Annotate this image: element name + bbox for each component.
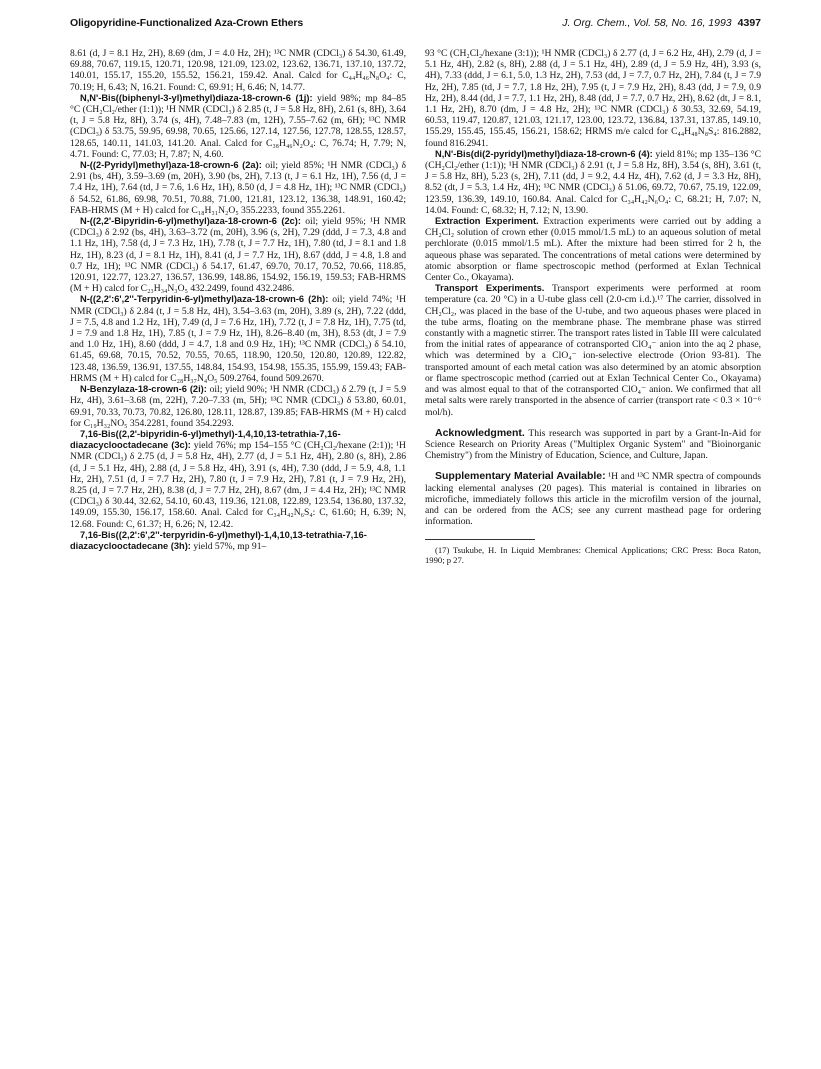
page-number: 4397: [737, 17, 761, 29]
paragraph-text: yield 98%; mp 84–85 °C (CH₂Cl₂/ether (1:1)); ¹H NMR (CDCl₃) δ 2.85 (t, J = 5.8 Hz, 8H), 2.61 (s, 8H), 3.64 (t, J = 5.8 Hz, 8H), 3.74 (s, 4H), 7.48–7.83 (m, 12H), 7.55–7.62 (m, 6H); ¹³C NMR (CDCl₃) δ 53.75, 59.95, 69.98, 70.65, 125.66, 127.14, 127.56, 127.78, 128.55, 128.57, 128.65, 140.11, 141.03, 141.20. Anal. Calcd for C₃₈H₄₆N₂O₄: C, 76.74; H, 7.79; N, 4.71. Found: C, 77.03; H, 7.87; N, 4.60.: [70, 92, 406, 160]
compound-heading: 7,16-Bis((2,2'-bipyridin-6-yl)methyl)-1,4,10,13-tetrathia-7,16-diazacyclooctadecane (3c):: [70, 428, 341, 451]
running-header: [70, 17, 761, 35]
experimental-paragraph: [425, 216, 761, 283]
paragraph-text: ¹H and ¹³C NMR spectra of compounds lacking elemental analyses (20 pages). This material is contained in libraries on microfiche, immediately follows this article in the microfilm version of the journal, and can be ordered from the ACS; see any current masthead page for ordering information.: [425, 471, 761, 528]
experimental-paragraph: [425, 283, 761, 417]
compound-heading: N,N'-Bis(di(2-pyridyl)methyl)diaza-18-crown-6 (4):: [435, 148, 653, 159]
paragraph-text: oil; yield 95%; ¹H NMR (CDCl₃) δ 2.92 (bs, 4H), 3.63–3.72 (m, 20H), 3.96 (s, 2H), 7.29 (ddd, J = 7.3, 4.8 and 1.1 Hz, 1H), 7.58 (d, J = 7.3 Hz, 1H), 7.78 (t, J = 7.7 Hz, 1H), 7.80 (td, J = 8.1 and 1.8 Hz, 1H), 8.23 (d, J = 8.1 Hz, 1H), 8.41 (d, J = 7.7 Hz, 1H), 8.67 (ddd, J = 4.8, 1.8 and 0.7 Hz, 1H); ¹³C NMR (CDCl₃) δ 54.17, 61.47, 69.70, 70.17, 70.52, 70.66, 118.85, 120.91, 122.77, 123.27, 136.57, 136.99, 148.86, 154.92, 156.19, 159.53; FAB-HRMS (M + H) calcd for C₂₃H₃₄N₃O₅ 432.2499, found 432.2486.: [70, 216, 407, 295]
supplementary-section: [425, 471, 761, 527]
acknowledgment-section: [425, 428, 761, 462]
compound-entry: [70, 530, 406, 552]
running-title: Oligopyridine-Functionalized Aza-Crown Ethers: [70, 17, 304, 29]
footnote: (17) Tsukube, H. In Liquid Membranes: Chemical Applications; CRC Press: Boca Raton, 1990; p 27.: [425, 545, 761, 566]
paragraph-text: oil; yield 74%; ¹H NMR (CDCl₃) δ 2.84 (t, J = 5.8 Hz, 4H), 3.54–3.63 (m, 20H), 3.89 (s, 2H), 7.22 (ddd, J = 7.5, 4.8 and 1.2 Hz, 1H), 7.49 (d, J = 7.6 Hz, 1H), 7.72 (t, J = 7.8 Hz, 1H), 7.75 (td, J = 7.9 and 1.8 Hz, 1H), 7.85 (t, J = 7.9 Hz, 1H), 8.26–8.40 (m, 3H), 8.53 (dt, J = 7.9 and 1.0 Hz, 1H), 8.60 (ddd, J = 4.7, 1.8 and 0.9 Hz, 1H); ¹³C NMR (CDCl₃) δ 54.10, 61.45, 69.68, 70.15, 70.52, 70.55, 70.65, 118.90, 120.50, 120.80, 120.89, 122.82, 123.48, 136.59, 136.91, 137.55, 148.84, 154.93, 154.98, 155.35, 155.99, 159.43; FAB-HRMS (M + H) calcd for C₂₈H₃₇N₄O₅ 509.2764, found 509.2670.: [70, 294, 407, 384]
compound-entry: [70, 216, 406, 294]
compound-entry: [425, 149, 761, 216]
compound-entry: [70, 429, 406, 530]
compound-heading: N-((2-Pyridyl)methyl)aza-18-crown-6 (2a):: [80, 160, 262, 171]
run-in-heading: Transport Experiments.: [435, 283, 545, 294]
paragraph-text: yield 57%, mp 91–: [193, 540, 267, 552]
compound-entry: [70, 93, 406, 160]
paragraph-text: 8.61 (d, J = 8.1 Hz, 2H), 8.69 (dm, J = 4.0 Hz, 2H); ¹³C NMR (CDCl₃) δ 54.30, 61.49, 69.88, 70.67, 119.15, 120.71, 120.98, 121.09, 123.02, 123.62, 136.71, 137.10, 137.72, 140.01, 155.17, 155.20, 155.52, 156.21, 159.42. Anal. Calcd for C₄₄H₄₆N₈O₄: C, 70.19; H, 6.43; N, 16.21. Found: C, 69.91; H, 6.46; N, 14.77.: [70, 48, 406, 93]
section-heading: Supplementary Material Available:: [435, 470, 606, 483]
paragraph-text: Extraction experiments were carried out by adding a CH₂Cl₂ solution of crown ether (0.015 mmol/1.5 mL) to an aqueous solution of metal perchlorate (0.015 mmol/1.5 mL). After the mixture had been stirred for 2 h, the aqueous phase was separated. The concentrations of metal cations were determined by atomic absorption or flame spectroscopic method (performed at Exlan Technical Center Co., Okayama).: [425, 216, 762, 284]
compound-entry: [70, 384, 406, 429]
compound-heading: N,N'-Bis((biphenyl-3-yl)methyl)diaza-18-crown-6 (1j):: [80, 92, 313, 103]
compound-heading: 7,16-Bis((2,2':6',2''-terpyridin-6-yl)methyl)-1,4,10,13-tetrathia-7,16-diazacyclooctadecane (3h):: [70, 529, 367, 551]
run-in-heading: Extraction Experiment.: [435, 216, 539, 227]
paragraph-text: 93 °C (CH₂Cl₂/hexane (3:1)); ¹H NMR (CDCl₃) δ 2.77 (d, J = 6.2 Hz, 4H), 2.79 (d, J = 5.1 Hz, 4H), 2.82 (s, 8H), 2.88 (d, J = 5.1 Hz, 4H), 2.89 (d, J = 5.9 Hz, 4H), 3.93 (s, 4H), 7.33 (ddd, J = 6.1, 5.0, 1.3 Hz, 2H), 7.53 (dd, J = 7.7, 0.7 Hz, 2H), 7.84 (t, J = 7.9 Hz, 2H), 7.85 (td, J = 7.7, 1.8 Hz, 2H), 7.95 (t, J = 7.9 Hz, 2H), 8.43 (dd, J = 7.9, 0.9 Hz, 2H), 8.44 (dd, J = 7.7, 1.1 Hz, 2H), 8.48 (dd, J = 7.7, 0.7 Hz, 2H), 8.62 (dt, J = 8.1, 1.1 Hz, 2H), 8.70 (dm, J = 4.8 Hz, 2H); ¹³C NMR (CDCl₃) δ 30.53, 32.69, 54.19, 60.53, 119.47, 120.87, 121.03, 121.17, 123.00, 123.72, 136.84, 137.31, 137.85, 149.10, 155.29, 155.45, 155.45, 156.21, 158.62; HRMS m/e calcd for C₄₄H₄₈N₈S₄: 816.2882, found 816.2941.: [425, 48, 761, 149]
journal-name: J. Org. Chem., Vol. 58, No. 16, 1993: [562, 17, 732, 29]
section-heading: Acknowledgment.: [435, 426, 525, 439]
compound-entry: [70, 294, 406, 384]
paragraph-text: This research was supported in part by a Grant-In-Aid for Science Research on Priority Areas ("Multiplex Organic System" and "Bioinorganic Chemistry") from the Ministry of Education, Science, and Culture, Japan.: [425, 427, 761, 462]
paragraph-text: oil; yield 85%; ¹H NMR (CDCl₃) δ 2.91 (bs, 4H), 3.59–3.69 (m, 20H), 3.90 (bs, 2H), 7.13 (t, J = 6.1 Hz, 1H), 7.56 (d, J = 7.4 Hz, 1H), 7.64 (td, J = 7.6, 1.6 Hz, 1H), 8.50 (d, J = 4.8 Hz, 1H); ¹³C NMR (CDCl₃) δ 54.52, 61.86, 69.98, 70.51, 70.88, 71.00, 121.81, 123.12, 136.38, 148.91, 160.42; FAB-HRMS (M + H) calcd for C₁₈H₃₁N₂O₅ 355.2233, found 355.2261.: [70, 160, 406, 216]
compound-heading: N-Benzylaza-18-crown-6 (2i):: [80, 384, 207, 395]
compound-heading: N-((2,2':6',2''-Terpyridin-6-yl)methyl)aza-18-crown-6 (2h):: [80, 294, 329, 305]
paragraph-text: Transport experiments were performed at room temperature (ca. 20 °C) in a U-tube glass cell (2.0-cm i.d.).¹⁷ The carrier, dissolved in CH₂Cl₂, was placed in the base of the U-tube, and two aqueous phases were placed in the tube arms, floating on the membrane phase. The membrane phase was stirred constantly with a magnetic stirrer. The transport rates listed in Table III were calculated from the initial rates of appearance of cotransported ClO₄⁻ anion into the aq 2 phase, which was determined by a ClO₄⁻ ion-selective electrode (Orion 93-81). The transported amount of each metal cation was also determined by an atomic absorption or flame spectroscopic method (carried out at Exlan Technical Center Co., Okayama) and was almost equal to that of the cotransported ClO₄⁻ anion. We confirmed that all metal salts were rarely transported in the absence of carrier (transport rate < 0.3 × 10⁻⁶ mol/h).: [425, 283, 761, 418]
compound-heading: N-((2,2'-Bipyridin-6-yl)methyl)aza-18-crown-6 (2c):: [80, 216, 301, 227]
paragraph: [425, 48, 761, 149]
paragraph-text: yield 76%; mp 154–155 °C (CH₂Cl₂/hexane (2:1)); ¹H NMR (CDCl₃) δ 2.75 (d, J = 5.8 Hz, 4H), 2.77 (d, J = 5.1 Hz, 4H), 2.80 (s, 8H), 2.86 (d, J = 5.1 Hz, 4H), 2.88 (d, J = 5.8 Hz, 4H), 3.91 (s, 4H), 7.30 (ddd, J = 5.9, 4.8, 1.1 Hz, 2H), 7.51 (d, J = 7.7 Hz, 2H), 7.80 (t, J = 7.9 Hz, 2H), 7.81 (t, J = 7.9 Hz, 2H), 8.25 (d, J = 7.7 Hz, 2H), 8.38 (d, J = 7.7 Hz, 2H), 8.67 (dm, J = 4.4 Hz, 2H); ¹³C NMR (CDCl₃) δ 30.44, 32.62, 54.10, 60.43, 119.36, 121.08, 122.89, 123.54, 136.80, 137.32, 149.09, 155.30, 156.17, 158.60. Anal. Calcd for C₃₄H₄₂N₆S₄: C, 61.60; H, 6.39; N, 12.68. Found: C, 61.37; H, 6.26; N, 12.42.: [70, 440, 406, 530]
footnote-divider: [425, 539, 535, 540]
right-column: [425, 48, 761, 565]
paragraph-text: yield 81%; mp 135–136 °C (CH₂Cl₂/ether (1:1)); ¹H NMR (CDCl₃) δ 2.91 (t, J = 5.8 Hz, 8H), 3.54 (s, 8H), 3.61 (t, J = 5.8 Hz, 8H), 5.23 (s, 2H), 7.11 (dd, J = 9.2, 4.4 Hz, 4H), 7.62 (d, J = 3.3 Hz, 8H), 8.52 (dt, J = 5.3, 1.4 Hz, 4H); ¹³C NMR (CDCl₃) δ 51.06, 69.72, 70.67, 75.19, 122.09, 123.59, 136.39, 149.10, 160.84. Anal. Calcd for C₃₄H₄₂N₆O₄: C, 68.21; H, 7.07; N, 14.04. Found: C, 68.32; H, 7.12; N, 13.90.: [425, 148, 761, 216]
paragraph-text: oil; yield 90%; ¹H NMR (CDCl₃) δ 2.79 (t, J = 5.9 Hz, 4H), 3.61–3.68 (m, 22H), 7.20–7.33 (m, 5H); ¹³C NMR (CDCl₃) δ 53.80, 60.01, 69.91, 70.33, 70.73, 70.82, 126.80, 128.11, 128.87, 139.85; FAB-HRMS (M + H) calcd for C₁₉H₃₂NO₅ 354.2281, found 354.2293.: [70, 384, 406, 429]
journal-citation: [562, 17, 761, 29]
compound-entry: [70, 160, 406, 216]
paragraph: [70, 48, 406, 93]
left-column: [70, 48, 406, 552]
